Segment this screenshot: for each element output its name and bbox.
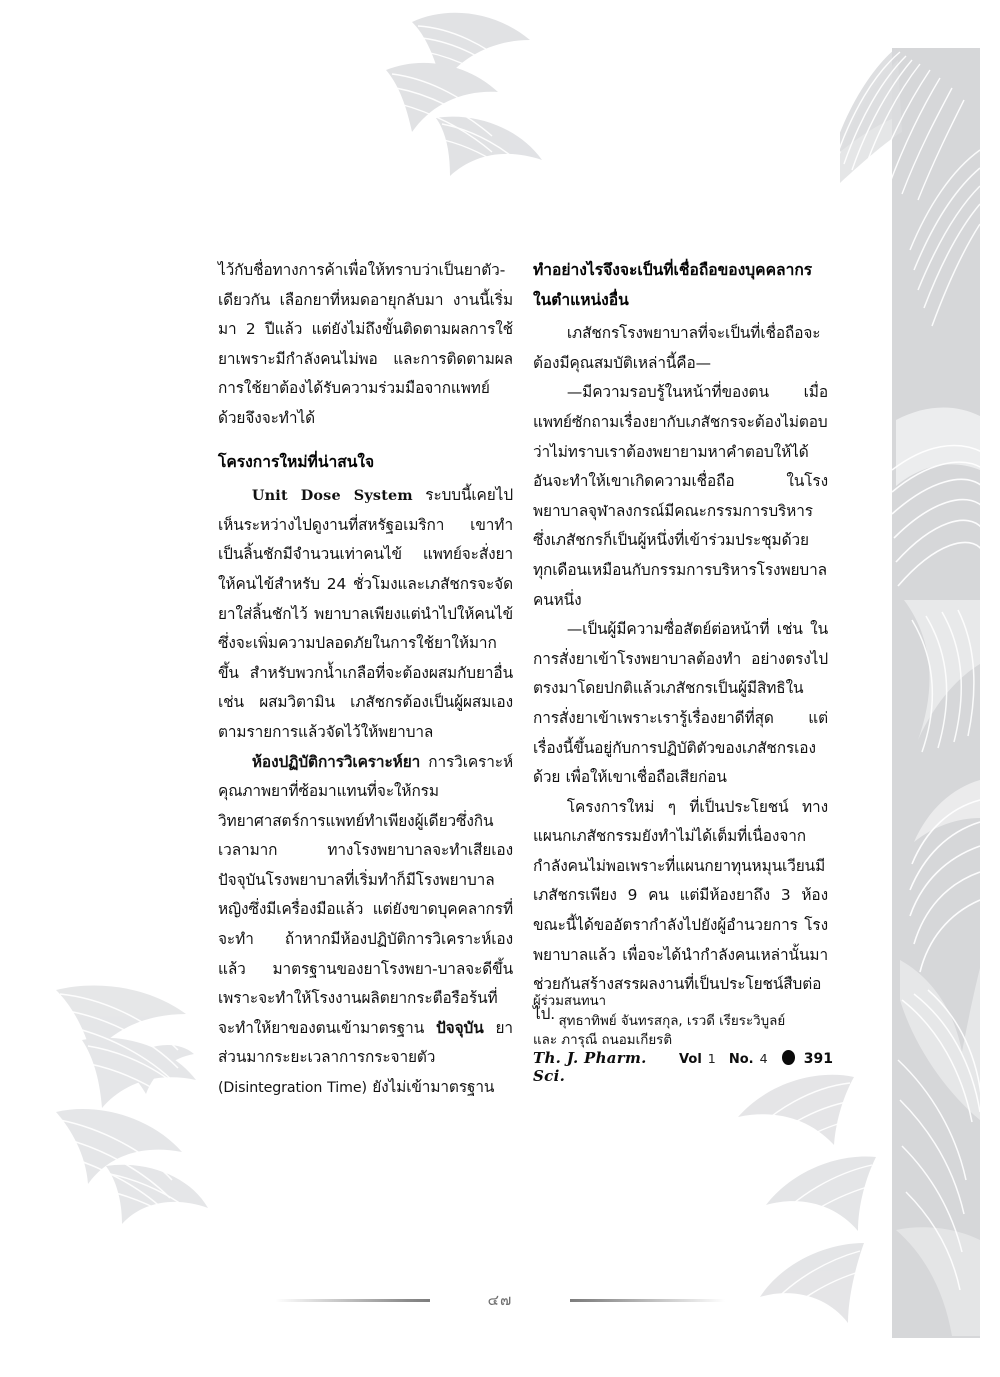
term-unit-dose-system: Unit Dose System [251, 487, 413, 505]
issue-label: No. [728, 1052, 754, 1067]
term-drug-analysis-laboratory: ห้องปฏิบัติการวิเคราะห์ยา [251, 752, 421, 771]
paragraph-beneficial-new-projects: โครงการใหม่ ๆ ที่เป็นประโยชน์ ทางแผนกเภสัชกรรมยังทำไม่ได้เต็มที่เนื่องจากกำลังคนไม่พอเพราะที่แผนกยาทุนหมุนเวียนมีเภสัชกรเพียง 9 คน แต่มีห้องยาถึง 3 ห้อง ขณะนี้ได้ขออัตรากำลังไปยังผู้อำนวยการ โรงพยาบาลแล้ว เพื่อจะได้นำกำลังคนเหล่านั้นมาช่วยกันสร้างสรรผลงานที่เป็นประโยชน์สืบต่อไป. [533, 797, 828, 1023]
contributors-attribution-block [533, 993, 833, 1050]
volume-label: Vol [679, 1052, 702, 1067]
list-item-quality-honesty: —เป็นผู้มีความซื่อสัตย์ต่อหน้าที่ เช่น ในการสั่งยาเข้าโรงพยาบาลต้องทำ อย่างตรงไปตรงมาโดยปกติแล้วเภสัชกรเป็นผู้มีสิทธิในการสั่งยาเข้าเพราะเรารู้เรื่องยาดีที่สุด แต่เรื่องนี้ขึ้นอยู่กับการปฏิบัติตัวของเภสัชกรเองด้วย เพื่อให้เขาเชื่อถือเสียก่อน [533, 620, 828, 787]
lab-body-part-one: การวิเคราะห์คุณภาพยาที่ซ้อมาแทนที่จะให้กรมวิทยาศาสตร์การแพทย์ทำเพียงผู้เดียวซึ่งกินเวลามาก ทางโรงพยาบาลจะทำเสียเอง ปัจจุบันโรงพยาบาลที่เริ่มทำก็มีโรงพยาบาลหญิงซึ่งมีเครื่องมือแล้ว แต่ยังขาดบุคคลากรที่จะทำ ถ้าหากมีห้องปฏิบัติการวิเคราะห์เองแล้ว มาตรฐานของยาโรงพยา-บาลจะดีขึ้น เพราะจะทำให้โรงงานผลิตยากระตือรือร้นที่จะทำให้ยาของตนเข้ามาตรฐาน [218, 752, 513, 1037]
journal-title: Th. J. Pharm. Sci. [533, 1049, 647, 1085]
volume-number: 1 [707, 1051, 716, 1066]
article-page-number: 391 [803, 1051, 833, 1067]
paragraph-unit-dose-system [218, 481, 513, 747]
page-folio-footer [0, 1288, 1000, 1312]
paragraph-required-qualities: เภสัชกรโรงพยาบาลที่จะเป็นที่เชื่อถือจะต้องมีคุณสมบัติเหล่านี้คือ— [533, 324, 821, 372]
folio-page-number: ๔๗ [487, 1291, 513, 1309]
journal-citation-line [533, 1048, 833, 1085]
term-disintegration-time: (Disintegration Time) [218, 1080, 367, 1097]
unit-dose-system-body: ระบบนี้เคยไปเห็นระหว่างไปดูงานที่สหรัฐอเมริกา เขาทำเป็นลิ้นชักมีจำนวนเท่าคนไข้ แพทย์จะสั่งยาให้คนไข้สำหรับ 24 ชั่วโมงและเภสัชกรจะจัดยาใส่ลิ้นชักไว้ พยาบาลเพียงแต่นำไปให้คนไข้ ซึ่งจะเพิ่มความปลอดภัยในการใช้ยาให้มากขึ้น สำหรับพวกน้ำเกลือที่จะต้องผสมกับยาอื่น เช่น ผสมวิตามิน เภสัชกรต้องเป็นผู้ผสมเองตามรายการแล้วจัดไว้ให้พยาบาล [218, 486, 513, 741]
filled-circle-icon [782, 1050, 795, 1065]
attribution-name-line-1: สุทธาทิพย์ จันทรสกุล, เรวดี เรียระวิบูลย์ [558, 1014, 786, 1029]
heading-how-to-gain-trust: ทำอย่างไรจึงจะเป็นที่เชื่อถือของบุคคลากรในตำแหน่งอื่น [533, 261, 813, 309]
lab-body-part-three: ยังไม่เข้ามาตรฐาน [366, 1078, 495, 1097]
paragraph-drug-analysis-laboratory [218, 748, 513, 1104]
paragraph-continued-from-previous-page: ไว้กับชื่อทางการค้าเพื่อให้ทราบว่าเป็นยาตัว-เดียวกัน เลือกยาที่หมดอายุกลับมา งานนี้เริ่มมา 2 ปีแล้ว แต่ยังไม่ถึงขั้นติดตามผลการใช้ยาเพราะมีกำลังคนไม่พอ และการติดตามผลการใช้ยาต้องได้รับความร่วมมือจากแพทย์ด้วยจึงจะทำได้ [218, 261, 513, 427]
attribution-name-line-2: และ ภารุณี ถนอมเกียรติ [533, 1033, 673, 1048]
left-text-column [218, 256, 513, 1104]
right-text-column [533, 256, 828, 1029]
term-present-day: ปัจจุบัน [436, 1018, 484, 1037]
folio-rule-right [570, 1299, 725, 1302]
folio-rule-left [275, 1299, 430, 1302]
attribution-label: ผู้ร่วมสนทนา [533, 994, 607, 1009]
list-item-quality-knowledge: —มีความรอบรู้ในหน้าที่ของตน เมื่อแพทย์ซักถามเรื่องยากับเภสัชกรจะต้องไม่ตอบว่าไม่ทราบเราต้องพยายามหาคำตอบให้ได้ อันจะทำให้เขาเกิดความเชื่อถือ ในโรงพยาบาลจุฬาลงกรณ์มีคณะกรรมการบริหารซึ่งเภสัชกรก็เป็นผู้หนึ่งที่เข้าร่วมประชุมด้วยทุกเดือนเหมือนกับกรรมการบริหารโรงพยบาลคนหนึ่ง [533, 383, 828, 609]
issue-number: 4 [759, 1051, 768, 1066]
lab-body-part-two: ยาส่วนมากระยะเวลาการกระจายตัว [218, 1018, 513, 1067]
heading-new-interesting-projects: โครงการใหม่ที่น่าสนใจ [218, 452, 375, 471]
